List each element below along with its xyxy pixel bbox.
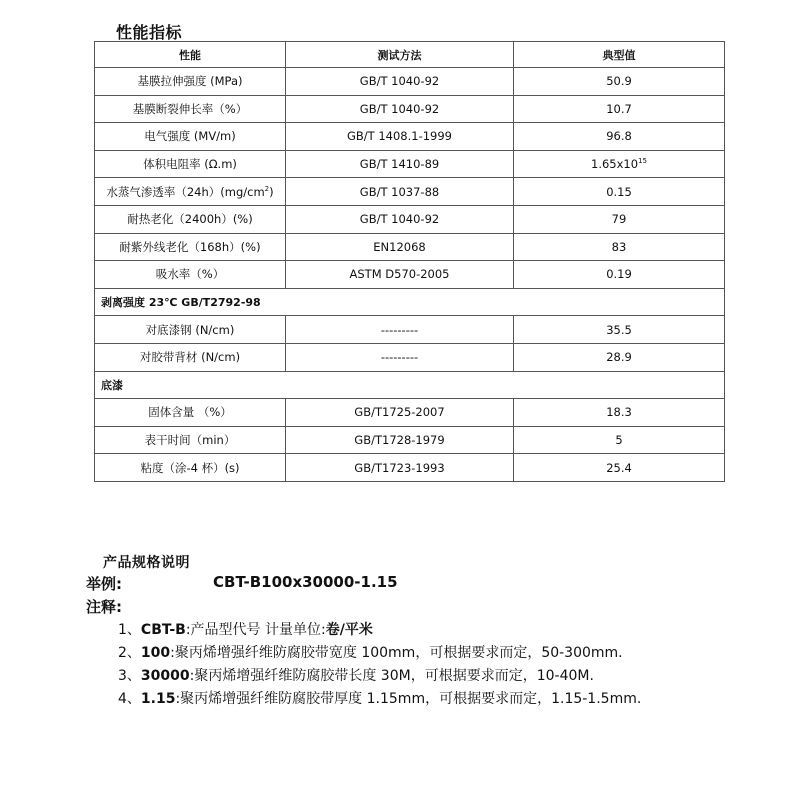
header-property: 性能 <box>95 42 286 68</box>
cell-test-method: GB/T 1408.1-1999 <box>286 123 514 151</box>
table-row <box>95 316 725 344</box>
cell-typical-value <box>514 426 725 454</box>
cell-property <box>95 454 286 482</box>
note-prefix: 4、 <box>118 691 141 707</box>
property-text: 表干时间（min） <box>144 433 236 448</box>
note-text: :聚丙烯增强纤维防腐胶带厚度 1.15mm，可根据要求而定，1.15-1.5mm. <box>175 691 642 707</box>
value-text: 25.4 <box>606 460 632 475</box>
example-label: 举例: <box>86 575 122 593</box>
cell-typical-value <box>514 205 725 233</box>
table-group-row <box>95 371 725 399</box>
section-title: 性能指标 <box>116 23 183 42</box>
cell-test-method: ASTM D570-2005 <box>286 261 514 289</box>
cell-typical-value <box>514 150 725 178</box>
cell-property <box>95 343 286 371</box>
spec-heading: 产品规格说明 <box>103 555 190 571</box>
note-code: 100 <box>140 645 171 661</box>
note-text: :聚丙烯增强纤维防腐胶带宽度 100mm，可根据要求而定，50-300mm. <box>170 645 623 661</box>
cell-property <box>95 233 286 261</box>
cell-property <box>95 178 286 206</box>
note-item-1 <box>118 619 373 639</box>
performance-table <box>94 41 725 482</box>
group-label: 剥离强度 23℃ GB/T2792-98 <box>95 288 725 316</box>
value-text: 83 <box>611 239 627 254</box>
cell-test-method: GB/T 1040-92 <box>286 68 514 96</box>
value-text: 18.3 <box>606 405 632 420</box>
example-value: CBT-B100x30000-1.15 <box>213 573 398 591</box>
notes-label: 注释: <box>86 598 122 616</box>
value-text: 0.15 <box>606 184 632 199</box>
note-unit: 卷/平米 <box>325 622 373 638</box>
table-row <box>95 233 725 261</box>
table-row <box>95 178 725 206</box>
table-row <box>95 205 725 233</box>
cell-typical-value <box>514 399 725 427</box>
property-text: 对底漆钢 (N/cm) <box>145 322 235 337</box>
property-text: 体积电阻率 (Ω.m) <box>143 157 237 172</box>
note-text: :聚丙烯增强纤维防腐胶带长度 30M，可根据要求而定，10-40M. <box>189 668 594 684</box>
note-code: CBT-B <box>140 622 186 638</box>
property-text: 对胶带背材 (N/cm) <box>139 350 241 365</box>
note-prefix: 2、 <box>118 645 141 661</box>
cell-property <box>95 205 286 233</box>
property-tail: ) <box>269 184 274 199</box>
property-text: 基膜拉伸强度 (MPa) <box>137 74 243 89</box>
table-row <box>95 454 725 482</box>
note-item-2 <box>118 642 623 662</box>
cell-test-method: GB/T1725-2007 <box>286 399 514 427</box>
table-row <box>95 123 725 151</box>
note-item-4 <box>118 688 641 708</box>
table-row <box>95 95 725 123</box>
cell-typical-value <box>514 95 725 123</box>
cell-typical-value <box>514 68 725 96</box>
group-label: 底漆 <box>95 371 725 399</box>
cell-property <box>95 68 286 96</box>
value-text: 50.9 <box>606 74 632 89</box>
cell-typical-value <box>514 316 725 344</box>
table-header-row <box>95 42 725 68</box>
table-row <box>95 426 725 454</box>
table-row <box>95 261 725 289</box>
property-text: 固体含量 （%） <box>148 405 232 420</box>
value-text: 79 <box>611 212 627 227</box>
header-test-method: 测试方法 <box>286 42 514 68</box>
property-text: 电气强度 (MV/m) <box>144 129 236 144</box>
value-text: 5 <box>615 433 623 448</box>
value-text: 35.5 <box>606 322 632 337</box>
header-typical-value: 典型值 <box>514 42 725 68</box>
cell-property <box>95 123 286 151</box>
cell-test-method: --------- <box>286 343 514 371</box>
value-superscript: 15 <box>638 157 647 166</box>
table-body <box>95 68 725 482</box>
property-text: 耐紫外线老化（168h）(%) <box>119 239 261 254</box>
cell-typical-value <box>514 123 725 151</box>
note-text: :产品型代号 计量单位: <box>185 622 326 638</box>
note-item-3 <box>118 665 594 685</box>
cell-test-method: GB/T 1040-92 <box>286 205 514 233</box>
cell-typical-value <box>514 178 725 206</box>
value-text: 28.9 <box>606 350 632 365</box>
table-row <box>95 68 725 96</box>
value-text: 1.65x10 <box>591 157 639 172</box>
cell-property <box>95 316 286 344</box>
note-code: 1.15 <box>140 691 176 707</box>
cell-typical-value <box>514 233 725 261</box>
property-text: 基膜断裂伸长率（%） <box>132 101 248 116</box>
table-row <box>95 343 725 371</box>
cell-test-method: GB/T1728-1979 <box>286 426 514 454</box>
table-row <box>95 150 725 178</box>
cell-property <box>95 426 286 454</box>
value-text: 10.7 <box>606 101 632 116</box>
table-group-row <box>95 288 725 316</box>
property-text: 水蒸气渗透率（24h）(mg/cm <box>106 184 265 199</box>
cell-test-method: GB/T 1037-88 <box>286 178 514 206</box>
cell-property <box>95 261 286 289</box>
cell-test-method: GB/T1723-1993 <box>286 454 514 482</box>
cell-test-method: --------- <box>286 316 514 344</box>
value-text: 0.19 <box>606 267 632 282</box>
cell-typical-value <box>514 343 725 371</box>
cell-property <box>95 95 286 123</box>
cell-property <box>95 150 286 178</box>
value-text: 96.8 <box>606 129 632 144</box>
cell-test-method: EN12068 <box>286 233 514 261</box>
note-prefix: 1、 <box>118 622 141 638</box>
cell-test-method: GB/T 1410-89 <box>286 150 514 178</box>
cell-property <box>95 399 286 427</box>
cell-typical-value <box>514 261 725 289</box>
table-row <box>95 399 725 427</box>
property-superscript: 2 <box>264 184 270 193</box>
cell-typical-value <box>514 454 725 482</box>
note-prefix: 3、 <box>118 668 141 684</box>
note-code: 30000 <box>140 668 190 684</box>
property-text: 耐热老化（2400h）(%) <box>127 212 253 227</box>
property-text: 粘度（涂-4 杯）(s) <box>140 460 240 475</box>
cell-test-method: GB/T 1040-92 <box>286 95 514 123</box>
property-text: 吸水率（%） <box>155 267 225 282</box>
